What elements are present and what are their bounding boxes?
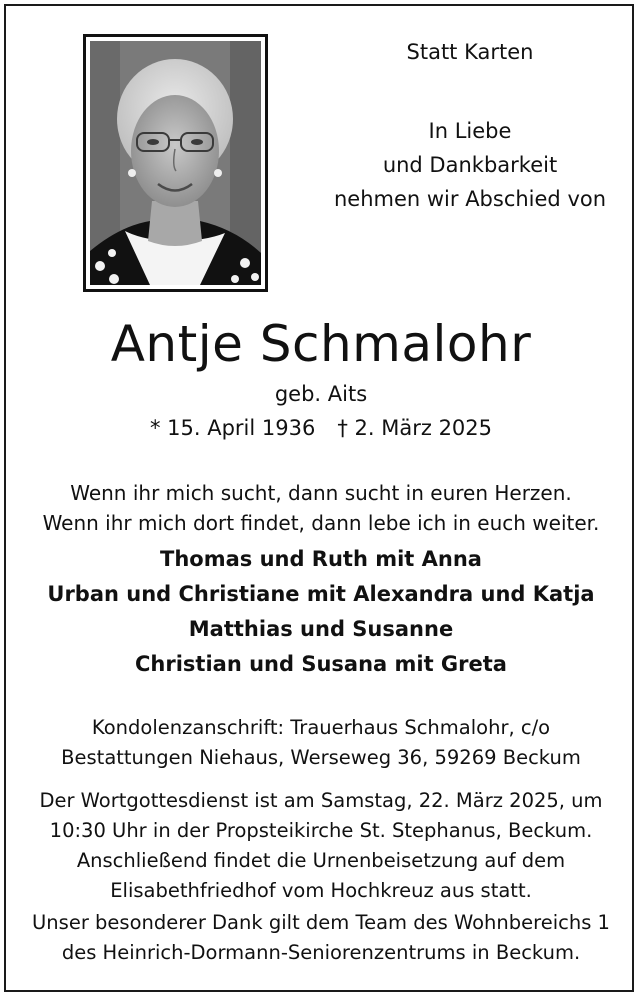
maiden-name: geb. Aits	[274, 382, 368, 406]
dedication-line: nehmen wir Abschied von	[333, 187, 607, 211]
dedication-line: In Liebe	[428, 119, 512, 143]
portrait-illustration	[90, 41, 261, 285]
service-line: Anschließend findet die Urnenbeisetzung auf dem	[76, 849, 566, 872]
thanks-line: Unser besonderer Dank gilt dem Team des Wohnbereichs 1	[32, 911, 610, 934]
verse-line: Wenn ihr mich sucht, dann sucht in euren Herzen.	[70, 481, 572, 505]
service-line: Der Wortgottesdienst ist am Samstag, 22. März 2025, um	[39, 789, 603, 812]
portrait-image	[90, 41, 261, 285]
intro-text	[300, 35, 640, 69]
memorial-verse	[0, 478, 642, 538]
life-dates	[0, 412, 642, 444]
mourner-entry: Urban und Christiane mit Alexandra und Katja	[47, 582, 595, 606]
dedication-text	[300, 114, 640, 216]
thanks-line: des Heinrich-Dormann-Seniorenzentrums in Beckum.	[61, 941, 581, 964]
condolence-address	[0, 713, 642, 773]
condolence-line: Kondolenzanschrift: Trauerhaus Schmalohr, c/o	[91, 716, 551, 739]
condolence-line: Bestattungen Niehaus, Werseweg 36, 59269 Beckum	[61, 746, 581, 769]
death-date: † 2. März 2025	[337, 416, 493, 440]
intro-line: Statt Karten	[406, 40, 534, 64]
dedication-line: und Dankbarkeit	[382, 153, 558, 177]
service-info	[0, 786, 642, 906]
service-line: 10:30 Uhr in der Propsteikirche St. Stephanus, Beckum.	[49, 819, 593, 842]
service-line: Elisabethfriedhof vom Hochkreuz aus statt.	[110, 879, 532, 902]
thanks-note	[0, 908, 642, 968]
mourner-entry: Thomas und Ruth mit Anna	[160, 547, 482, 571]
verse-line: Wenn ihr mich dort findet, dann lebe ich in euch weiter.	[42, 511, 600, 535]
mourner-entry: Christian und Susana mit Greta	[135, 652, 507, 676]
mourner-entry: Matthias und Susanne	[188, 617, 454, 641]
mourners-list	[0, 542, 642, 682]
portrait-photo	[83, 34, 268, 292]
deceased-name: Antje Schmalohr	[110, 315, 532, 373]
birth-date: * 15. April 1936	[149, 416, 316, 440]
